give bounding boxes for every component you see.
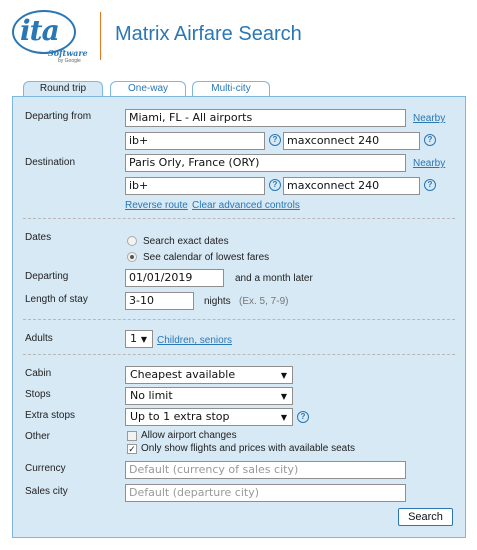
destination-extension-input[interactable]: maxconnect 240 — [283, 177, 420, 195]
destination-input[interactable]: Paris Orly, France (ORY) — [125, 154, 406, 172]
tab-round-trip[interactable]: Round trip — [23, 81, 103, 97]
extra-stops-label: Extra stops — [25, 410, 76, 421]
stops-label: Stops — [25, 389, 51, 400]
ita-software-logo — [12, 10, 90, 62]
section-divider — [23, 218, 455, 219]
logo-software-text: Software — [48, 48, 88, 58]
length-of-stay-units: nights — [204, 296, 231, 307]
destination-routing-input[interactable]: ib+ — [125, 177, 265, 195]
departing-date-suffix: and a month later — [235, 273, 313, 284]
adults-label: Adults — [25, 333, 53, 344]
help-icon[interactable]: ? — [269, 134, 281, 146]
dates-label: Dates — [25, 232, 52, 243]
departing-from-input[interactable]: Miami, FL - All airports — [125, 109, 406, 127]
chevron-down-icon: ▼ — [140, 335, 147, 344]
sales-city-input[interactable]: Default (departure city) — [125, 484, 406, 502]
length-of-stay-input[interactable]: 3-10 — [125, 292, 194, 310]
search-button[interactable]: Search — [398, 508, 453, 526]
children-seniors-link[interactable]: Children, seniors — [157, 335, 233, 346]
search-exact-dates-label: Search exact dates — [143, 236, 229, 247]
length-of-stay-hint: (Ex. 5, 7-9) — [239, 296, 289, 307]
logo-google-text: by Google — [58, 58, 81, 64]
extra-stops-value: Up to 1 extra stop — [130, 410, 230, 423]
clear-advanced-controls-link[interactable]: Clear advanced controls — [192, 200, 300, 211]
destination-nearby-link[interactable]: Nearby — [413, 158, 446, 169]
calendar-lowest-fares-label: See calendar of lowest fares — [143, 252, 270, 263]
extra-stops-select[interactable] — [125, 408, 293, 426]
help-icon[interactable]: ? — [297, 411, 309, 423]
departing-nearby-link[interactable]: Nearby — [413, 113, 446, 124]
help-icon[interactable]: ? — [269, 179, 281, 191]
reverse-route-link[interactable]: Reverse route — [125, 200, 188, 211]
cabin-label: Cabin — [25, 368, 52, 379]
logo-ita-text: ita — [20, 14, 59, 47]
tab-multi-city[interactable]: Multi-city — [192, 81, 270, 96]
length-of-stay-label: Length of stay — [25, 294, 88, 305]
help-icon[interactable]: ? — [424, 179, 436, 191]
allow-airport-changes-label: Allow airport changes — [141, 430, 237, 441]
destination-label: Destination — [25, 157, 76, 168]
only-available-label: Only show flights and prices with available seats — [141, 443, 355, 454]
departing-from-label: Departing from — [25, 111, 92, 122]
currency-input[interactable]: Default (currency of sales city) — [125, 461, 406, 479]
departing-date-input[interactable]: 01/01/2019 — [125, 269, 224, 287]
chevron-down-icon: ▼ — [280, 413, 287, 422]
calendar-lowest-fares-radio[interactable] — [127, 252, 137, 262]
sales-city-label: Sales city — [25, 486, 68, 497]
chevron-down-icon: ▼ — [280, 392, 287, 401]
currency-label: Currency — [25, 463, 66, 474]
departing-routing-input[interactable]: ib+ — [125, 132, 265, 150]
search-exact-dates-radio[interactable] — [127, 236, 137, 246]
search-form-panel — [12, 96, 466, 538]
help-icon[interactable]: ? — [424, 134, 436, 146]
adults-value: 1 — [130, 332, 137, 345]
cabin-value: Cheapest available — [130, 368, 236, 381]
allow-airport-changes-checkbox[interactable] — [127, 431, 137, 441]
departing-extension-input[interactable]: maxconnect 240 — [283, 132, 420, 150]
section-divider — [23, 319, 455, 320]
only-available-checkbox[interactable]: ✓ — [128, 444, 136, 454]
cabin-select[interactable] — [125, 366, 293, 384]
adults-select[interactable] — [125, 330, 153, 348]
stops-value: No limit — [130, 389, 173, 402]
header-divider — [100, 12, 101, 60]
tab-one-way[interactable]: One-way — [110, 81, 186, 96]
page-title: Matrix Airfare Search — [115, 23, 302, 45]
other-label: Other — [25, 431, 51, 442]
departing-date-label: Departing — [25, 271, 69, 282]
stops-select[interactable] — [125, 387, 293, 405]
chevron-down-icon: ▼ — [280, 371, 287, 380]
section-divider — [23, 354, 455, 355]
